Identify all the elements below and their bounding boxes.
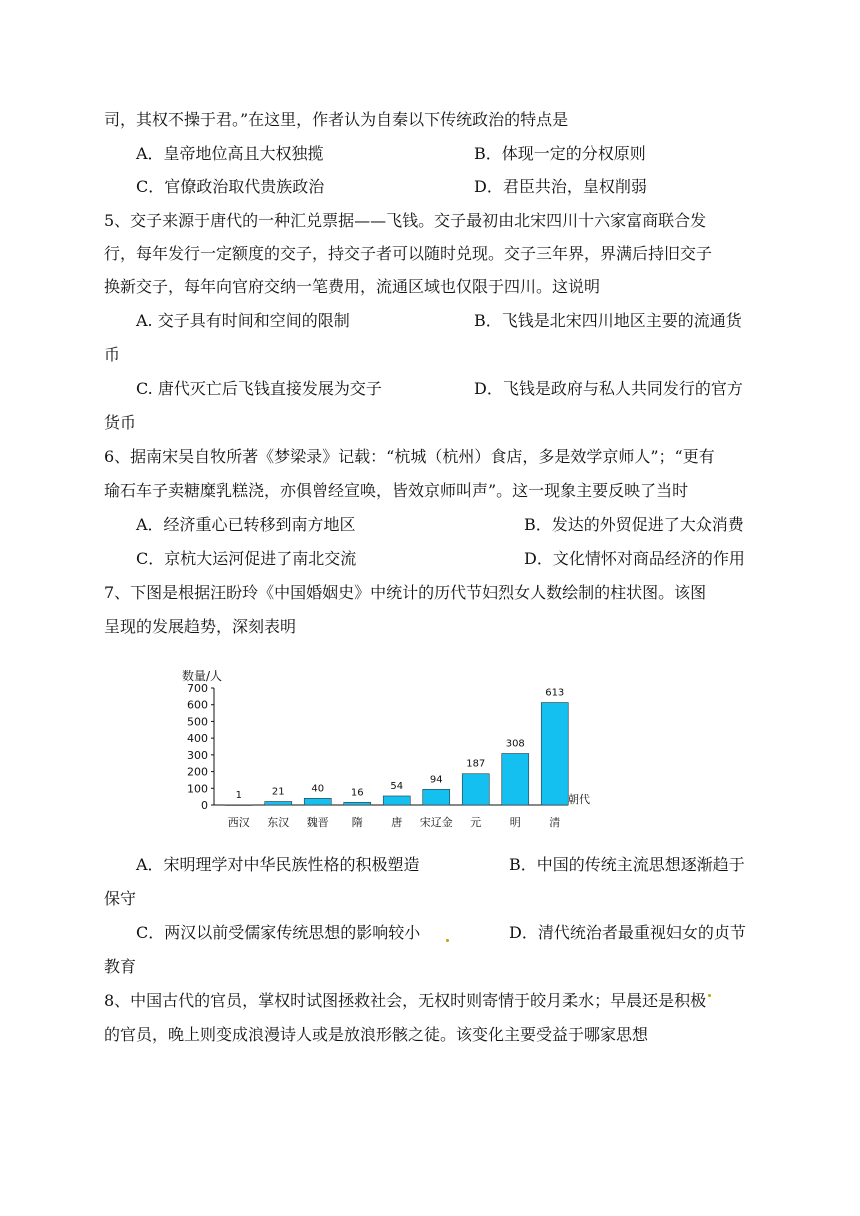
q4-option-d: D．君臣共治，皇权削弱 (474, 177, 647, 196)
y-tick-label: 300 (187, 748, 208, 762)
q7-option-d: D．清代统治者最重视妇女的贞节 (509, 923, 746, 942)
x-tick-label: 宋辽金 (419, 816, 453, 829)
data-label: 613 (545, 687, 565, 699)
x-tick-label: 隋 (351, 816, 363, 829)
q4-stem: 司，其权不操于君。”在这里，作者认为自秦以下传统政治的特点是 (104, 110, 569, 129)
y-tick-label: 700 (187, 682, 208, 695)
q7-stem-line-2: 呈现的发展趋势，深刻表明 (104, 617, 297, 636)
q7-option-a: A．宋明理学对中华民族性格的积极塑造 (136, 855, 420, 874)
data-label: 21 (271, 786, 285, 798)
y-tick-label: 600 (187, 698, 208, 712)
q4-option-a: A．皇帝地位高且大权独揽 (136, 144, 324, 163)
y-tick-label: 100 (187, 782, 208, 796)
y-tick-label: 200 (187, 765, 208, 779)
y-axis-label: 数量/人 (182, 669, 223, 683)
x-tick-label: 西汉 (227, 816, 250, 829)
q4-option-b: B．体现一定的分权原则 (474, 144, 646, 163)
q5-stem-line-3: 换新交子，每年向官府交纳一笔费用，流通区域也仅限于四川。这说明 (104, 277, 601, 296)
q5-option-b-wrap: 币 (104, 345, 121, 364)
q6-option-d: D．文化情怀对商品经济的作用 (524, 549, 745, 568)
q5-option-c: C. 唐代灭亡后飞钱直接发展为交子 (136, 379, 382, 398)
q5-option-d: D．飞钱是政府与私人共同发行的官方 (474, 379, 743, 398)
bar (344, 802, 371, 805)
x-tick-label: 东汉 (267, 816, 290, 829)
q6-option-b: B．发达的外贸促进了大众消费 (524, 515, 744, 534)
x-tick-label: 明 (509, 816, 521, 829)
q5-option-d-wrap: 货币 (104, 413, 137, 432)
x-tick-label: 元 (470, 816, 482, 829)
data-label: 187 (466, 758, 486, 770)
q5-option-b: B．飞钱是北宋四川地区主要的流通货 (474, 311, 742, 330)
q7-option-b: B．中国的传统主流思想逐渐趋于 (509, 855, 745, 874)
q6-stem-line-2: 瑜石车子卖糖糜乳糕浇，亦俱曾经宣唤，皆效京师叫声”。这一现象主要反映了当时 (104, 481, 689, 500)
y-tick-label: 400 (187, 732, 208, 746)
q5-option-a: A. 交子具有时间和空间的限制 (136, 311, 350, 330)
q8-stem-line-1: 8、中国古代的官员，掌权时试图拯救社会，无权时则寄情于皎月柔水；早晨还是积极 (104, 991, 707, 1010)
data-label: 1 (235, 789, 242, 801)
data-label: 40 (311, 783, 325, 795)
q7-option-d-wrap: 教育 (104, 957, 137, 976)
y-tick-label: 0 (201, 799, 208, 812)
yellow-mark (446, 939, 449, 942)
bar-chart (170, 664, 630, 836)
data-label: 94 (429, 774, 443, 786)
bar (462, 774, 489, 805)
y-tick-label: 500 (187, 715, 208, 729)
x-tick-label: 魏晋 (306, 816, 329, 829)
q8-stem-line-2: 的官员，晚上则变成浪漫诗人或是放浪形骸之徒。该变化主要受益于哪家思想 (104, 1025, 649, 1044)
x-tick-label: 唐 (391, 816, 403, 829)
q6-stem-line-1: 6、据南宋吴自牧所著《梦梁录》记载：“杭城（杭州）食店，多是效学京师人”；“更有 (104, 447, 715, 466)
q6-option-c: C．京杭大运河促进了南北交流 (136, 549, 357, 568)
data-label: 308 (505, 738, 525, 750)
q4-option-c: C．官僚政治取代贵族政治 (136, 177, 325, 196)
x-tick-label: 清 (549, 816, 561, 829)
x-axis-label: 朝代 (568, 793, 590, 806)
q5-stem-line-2: 行，每年发行一定额度的交子，持交子者可以随时兑现。交子三年界，界满后持旧交子 (104, 244, 713, 263)
bar (502, 754, 529, 805)
q7-option-c: C．两汉以前受儒家传统思想的影响较小 (136, 923, 421, 942)
q7-stem-line-1: 7、下图是根据汪盼玲《中国婚姻史》中统计的历代节妇烈女人数绘制的柱状图。该图 (104, 583, 707, 602)
bar (541, 703, 568, 805)
bar (304, 798, 331, 805)
data-label: 54 (390, 780, 404, 792)
bar (383, 796, 410, 805)
bar (225, 805, 252, 806)
data-label: 16 (350, 787, 364, 799)
q7-option-b-wrap: 保守 (104, 889, 137, 908)
bar (423, 789, 450, 805)
q5-stem-line-1: 5、交子来源于唐代的一种汇兑票据——飞钱。交子最初由北宋四川十六家富商联合发 (104, 211, 707, 230)
yellow-mark (708, 994, 711, 997)
q6-option-a: A．经济重心已转移到南方地区 (136, 515, 356, 534)
bar (265, 801, 292, 805)
